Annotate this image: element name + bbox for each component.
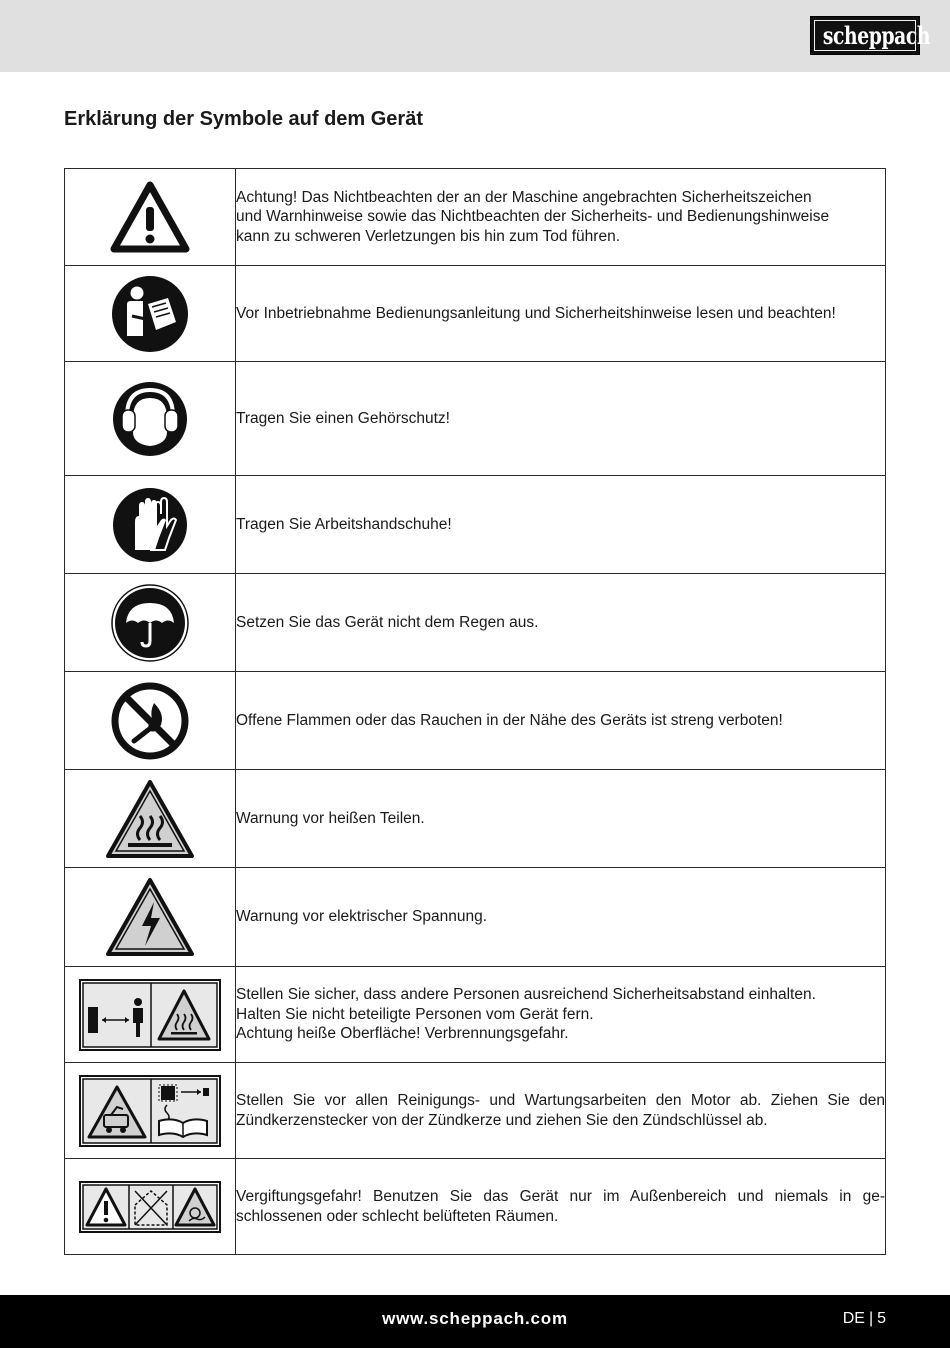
maintenance-engine-off-label-icon: [79, 1075, 221, 1147]
icon-cell: [65, 770, 236, 868]
hot-surface-warning-icon: [104, 778, 196, 860]
description-line: Achtung! Das Nichtbeachten der an der Maschine angebrachten Sicherheitszeichen: [236, 188, 812, 206]
description-line: Achtung heiße Oberfläche! Verbrennungsgefahr.: [236, 1025, 569, 1043]
table-row: [65, 169, 886, 266]
logo-text: scheppach: [822, 21, 931, 50]
icon-cell: [65, 967, 236, 1063]
no-open-flames-icon: [110, 681, 190, 761]
table-row: [65, 574, 886, 672]
table-row: [65, 672, 886, 770]
icon-cell: [65, 672, 236, 770]
description-cell: [236, 770, 886, 868]
icon-cell: [65, 574, 236, 672]
description-cell: [236, 672, 886, 770]
poisoning-hazard-label-icon: [79, 1181, 221, 1233]
description-line: Tragen Sie einen Gehörschutz!: [236, 409, 450, 427]
table-row: [65, 770, 886, 868]
icon-cell: [65, 266, 236, 362]
icon-cell: [65, 362, 236, 476]
general-warning-icon: [110, 181, 190, 253]
footer-bar: [0, 1295, 950, 1348]
symbols-table: [64, 168, 886, 1255]
icon-cell: [65, 476, 236, 574]
description-cell: Vergiftungsgefahr! Benutzen Sie das Gerät nur im Außenbereich und niemals in ge-schlossenen oder schlecht belüfteten Räumen.: [236, 1159, 886, 1255]
safety-distance-hot-surface-label-icon: [79, 979, 221, 1051]
description-line: Halten Sie nicht beteiligte Personen vom Gerät fern.: [236, 1005, 594, 1023]
table-row: [65, 266, 886, 362]
table-row: [65, 476, 886, 574]
description-line: Offene Flammen oder das Rauchen in der Nähe des Geräts ist streng verboten!: [236, 711, 783, 729]
description-cell: [236, 476, 886, 574]
header-bar: [0, 0, 950, 72]
description-cell: [236, 362, 886, 476]
description-line: und Warnhinweise sowie das Nichtbeachten der Sicherheits- und Bedienungshinweise: [236, 208, 830, 226]
description-line: Warnung vor elektrischer Spannung.: [236, 908, 488, 926]
description-line: Setzen Sie das Gerät nicht dem Regen aus.: [236, 613, 539, 631]
electrical-voltage-warning-icon: [104, 876, 196, 958]
page-indicator: [843, 1310, 886, 1328]
umbrella-no-rain-icon: [110, 583, 190, 663]
ear-protection-icon: [111, 380, 189, 458]
description-line: Stellen Sie sicher, dass andere Personen ausreichend Sicherheitsabstand einhalten.: [236, 986, 816, 1004]
language-code: DE: [842, 1310, 865, 1327]
description-cell: Stellen Sie vor allen Reinigungs- und Wartungsarbeiten den Motor ab. Ziehen Sie den Zündkerzenstecker von der Zündkerze und ziehen Sie den Zündschlüssel ab.: [236, 1063, 886, 1159]
protective-gloves-icon: [111, 486, 189, 564]
icon-cell: [65, 868, 236, 967]
scheppach-logo: [810, 16, 931, 55]
separator: |: [868, 1310, 874, 1327]
table-row: [65, 967, 886, 1063]
page-title: Erklärung der Symbole auf dem Gerät: [64, 108, 423, 130]
icon-cell: [65, 169, 236, 266]
description-cell: [236, 868, 886, 967]
description-cell: [236, 169, 886, 266]
page-number: 5: [877, 1310, 886, 1327]
table-row: [65, 1063, 886, 1159]
table-row: [65, 868, 886, 967]
description-line: Tragen Sie Arbeitshandschuhe!: [236, 515, 452, 533]
description-line: Vor Inbetriebnahme Bedienungsanleitung und Sicherheitshinweise lesen und beachten!: [236, 304, 836, 322]
description-line: Warnung vor heißen Teilen.: [236, 809, 425, 827]
table-row: [65, 362, 886, 476]
icon-cell: [65, 1159, 236, 1255]
table-row: [65, 1159, 886, 1255]
description-line: kann zu schweren Verletzungen bis hin zum Tod führen.: [236, 227, 621, 245]
description-cell: [236, 266, 886, 362]
read-manual-icon: [110, 274, 190, 354]
icon-cell: [65, 1063, 236, 1159]
description-cell: [236, 574, 886, 672]
website-url: www.scheppach.com: [382, 1309, 568, 1328]
description-cell: [236, 967, 886, 1063]
